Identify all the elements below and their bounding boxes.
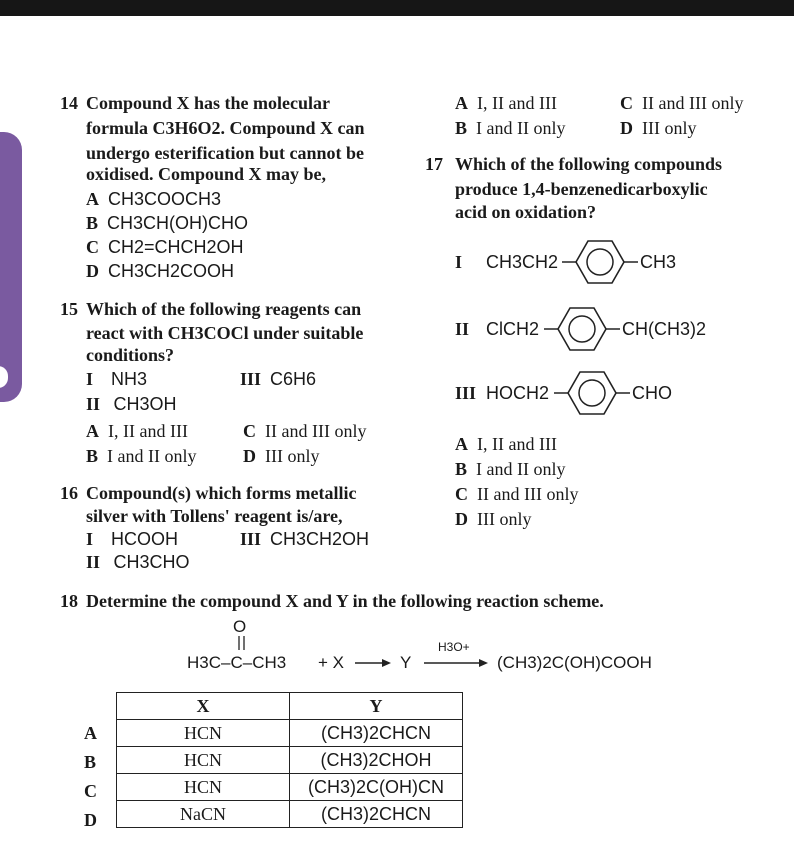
option-a: A I, II and III: [455, 434, 557, 454]
cell-y: (CH3)2C(OH)CN: [290, 774, 463, 801]
item-2: II CH3CHO: [86, 552, 190, 572]
question-text: produce 1,4-benzenedicarboxylic: [455, 179, 708, 199]
substituent-right: CH(CH3)2: [622, 319, 707, 339]
cell-y: (CH3)2CHCN: [290, 801, 463, 828]
question-text: react with CH3COCl under suitable: [86, 323, 364, 343]
option-a: A CH3COOCH3: [86, 189, 222, 209]
intermediate-y: Y: [400, 653, 412, 672]
table-row: [117, 801, 463, 828]
side-bookmark-tab: [0, 132, 22, 402]
question-number: 14: [60, 93, 78, 113]
option-d: D III only: [455, 509, 532, 529]
option-b: B I and II only: [455, 118, 566, 138]
carbonyl-oxygen: O: [233, 617, 247, 636]
table-row: [117, 774, 463, 801]
question-text: acid on oxidation?: [455, 202, 597, 222]
question-number: 15: [60, 299, 78, 319]
substituent-right: CH3: [640, 252, 677, 272]
question-text: formula C3H6O2. Compound X can: [86, 118, 365, 138]
question-number: 16: [60, 483, 78, 503]
hydrolysis-reagent: H3O+: [438, 640, 470, 654]
cell-y: (CH3)2CHOH: [290, 747, 463, 774]
option-d: D III only: [620, 118, 697, 138]
option-c: C II and III only: [455, 484, 579, 504]
benzene-ring: [544, 303, 620, 353]
structure-roman: I: [455, 252, 463, 272]
table-row: [117, 747, 463, 774]
item-2: II CH3OH: [86, 394, 177, 414]
cell-x: NaCN: [117, 801, 290, 828]
option-a: A I, II and III: [86, 421, 188, 441]
header-x: X: [117, 693, 290, 720]
option-b: B I and II only: [86, 446, 197, 466]
option-d: D III only: [243, 446, 320, 466]
product: (CH3)2C(OH)COOH: [497, 653, 652, 672]
reactant-ketone: H3C–C–CH3: [187, 653, 287, 672]
benzene-ring: [554, 367, 630, 417]
structure-roman: III: [455, 383, 477, 403]
question-text: Determine the compound X and Y in the following reaction scheme.: [86, 591, 604, 611]
question-text: conditions?: [86, 345, 175, 365]
question-number: 17: [425, 154, 443, 174]
reagent-x: + X: [318, 653, 344, 672]
option-c: C CH2=CHCH2OH: [86, 237, 244, 257]
item-3: III C6H6: [240, 369, 317, 389]
substituent-left: CH3CH2: [486, 252, 559, 272]
question-text: silver with Tollens' reagent is/are,: [86, 506, 343, 526]
option-d: D CH3CH2COOH: [86, 261, 235, 281]
option-c: C II and III only: [243, 421, 367, 441]
cell-x: HCN: [117, 720, 290, 747]
double-bond: [236, 636, 248, 650]
question-text: Which of the following reagents can: [86, 299, 362, 319]
row-letter: A: [84, 723, 97, 743]
question-number: 18: [60, 591, 78, 611]
item-1: I HCOOH: [86, 529, 179, 549]
header-y: Y: [290, 693, 463, 720]
question-text: Which of the following compounds: [455, 154, 723, 174]
benzene-ring: [562, 236, 638, 286]
cell-y: (CH3)2CHCN: [290, 720, 463, 747]
option-c: C II and III only: [620, 93, 744, 113]
substituent-left: ClCH2: [486, 319, 540, 339]
substituent-right: CHO: [632, 383, 672, 403]
structure-roman: II: [455, 319, 470, 339]
option-b: B I and II only: [455, 459, 566, 479]
item-1: I NH3: [86, 369, 148, 389]
question-text: Compound X has the molecular: [86, 93, 331, 113]
row-letter: C: [84, 781, 97, 801]
arrow-icon: [355, 655, 391, 671]
question-text: undergo esterification but cannot be: [86, 143, 364, 163]
question-text: Compound(s) which forms metallic: [86, 483, 357, 503]
question-text: oxidised. Compound X may be,: [86, 164, 327, 184]
row-letter: D: [84, 810, 97, 830]
table-row: [117, 720, 463, 747]
row-letter: B: [84, 752, 97, 772]
option-b: B CH3CH(OH)CHO: [86, 213, 249, 233]
answer-table: [116, 692, 463, 828]
cell-x: HCN: [117, 747, 290, 774]
option-a: A I, II and III: [455, 93, 557, 113]
cell-x: HCN: [117, 774, 290, 801]
arrow-icon: [424, 655, 488, 671]
top-dark-bar: [0, 0, 794, 16]
table-header-row: [117, 693, 463, 720]
item-3: III CH3CH2OH: [240, 529, 370, 549]
substituent-left: HOCH2: [486, 383, 550, 403]
